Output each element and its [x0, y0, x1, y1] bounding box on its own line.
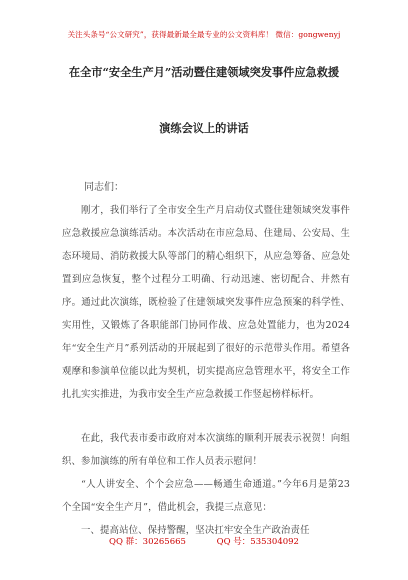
header-banner: 关注头条号“公文研究”，获得最新最全最专业的公文资料库！ 微信：gongwenyj	[67, 30, 341, 39]
footer-qq-number: QQ 号：535304092	[216, 537, 299, 547]
section-heading: 一、提高站位、保持警醒，坚决扛牢安全生产政治责任	[81, 525, 310, 536]
footer-qq-group: QQ 群：30265665	[109, 537, 186, 547]
paragraph: “人人讲安全、个个会应急——畅通生命通道。”今年6月是第23个全国“安全生产月”，借此机会，我提三点意见：	[62, 479, 350, 513]
paragraph: 在此，我代表市委市政府对本次演练的顺利开展表示祝贺！向组织、参加演练的所有单位和工作人员表示慰问！	[62, 433, 350, 467]
footer-contact	[0, 535, 408, 547]
document-title-line1: 在全市“安全生产月”活动暨住建领域突发事件应急救援	[68, 65, 340, 79]
paragraph: 刚才，我们举行了全市安全生产月启动仪式暨住建领域突发事件应急救援应急演练活动。本次活动在市应急局、住建局、公安局、生态环境局、消防救援大队等部门的精心组织下，从应急筹备、应急处置到应急恢复，整个过程分工明确、行动迅速、密切配合、井然有序。通过此次演练，既检验了住建领域突发事件应急预案的科学性、实用性，又锻炼了各职能部门协同作战、应急处置能力，也为2024年“安全生产月”系列活动的开展起到了很好的示范带头作用。希望各观摩和参演单位能以此为契机，切实提高应急管理水平，将安全工作扎扎实实推进，为我市安全生产应急救援工作竖起榜样标杆。	[62, 205, 350, 400]
salutation: 同志们：	[84, 182, 124, 193]
document-title-line2: 演练会议上的讲话	[159, 121, 249, 135]
